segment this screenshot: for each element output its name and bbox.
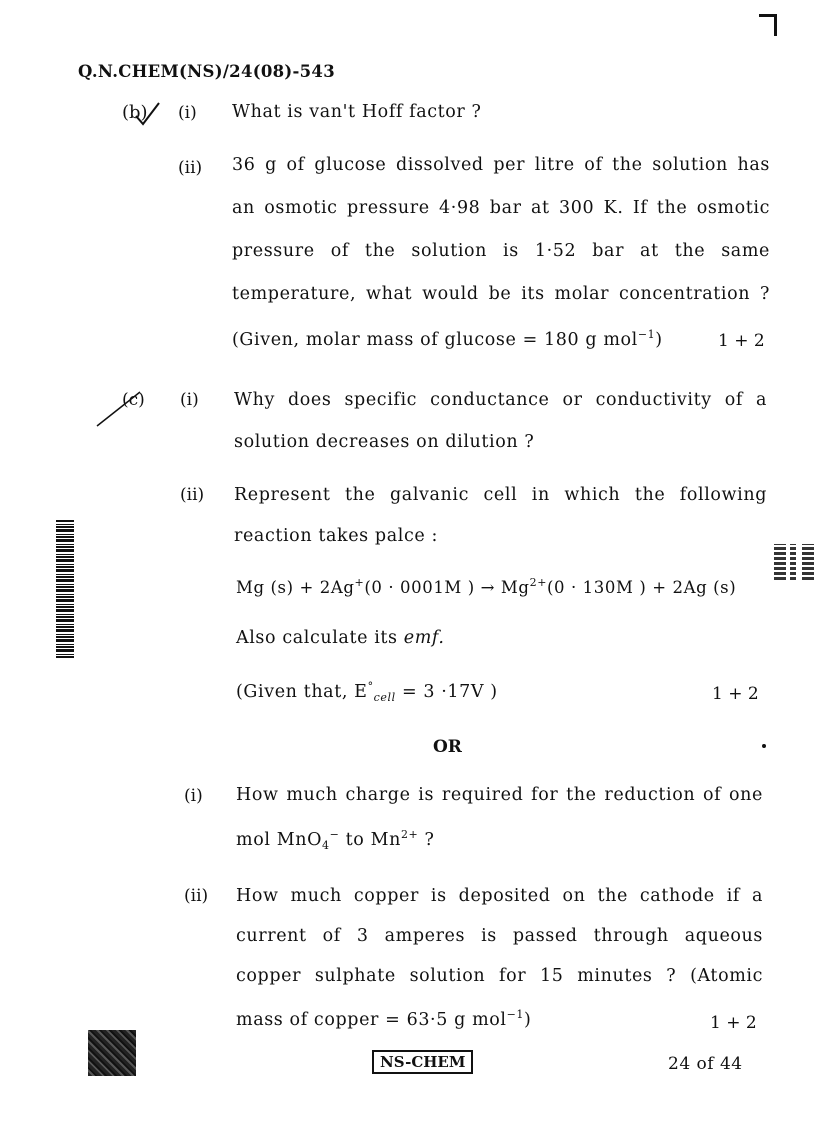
page-corner-mark: [759, 14, 777, 36]
footer-subject-box: NS-CHEM: [372, 1050, 473, 1074]
or-i-text-2: to Mn: [339, 830, 401, 850]
cell-subscript: cell: [373, 691, 396, 704]
part-b-i-label: (i): [178, 103, 197, 123]
page-number: 24 of 44: [668, 1054, 743, 1074]
or-ii-line-4: [236, 1010, 531, 1030]
part-c-i-label: (i): [180, 390, 199, 410]
reaction-superscript-1: +: [354, 576, 365, 589]
part-c-i-line-2: solution decreases on dilution ?: [234, 432, 535, 452]
or-i-label: (i): [184, 786, 203, 806]
part-c-i-line-1: Why does specific conductance or conductivity of a: [234, 390, 767, 410]
or-i-line-2: [236, 830, 435, 850]
standard-state-superscript: °: [367, 680, 374, 693]
reaction-part-2: (0 · 0001M ) → Mg: [364, 578, 530, 597]
part-c-given-value: = 3 ·17V ): [395, 682, 498, 702]
or-ii-label: (ii): [184, 886, 209, 906]
part-b-given-close: ): [655, 330, 663, 350]
part-c-ii-line-1: Represent the galvanic cell in which the following: [234, 485, 767, 505]
part-c-ii-label: (ii): [180, 485, 205, 505]
part-c-given-line: [236, 682, 498, 702]
check-tick-icon: [94, 388, 144, 430]
or-ii-last-superscript: −1: [506, 1008, 525, 1021]
part-b-given-text: (Given, molar mass of glucose = 180 g mol: [232, 330, 638, 350]
part-b-label: (b): [122, 102, 148, 123]
barcode-icon: [56, 520, 74, 658]
check-tick-icon: [132, 100, 162, 128]
reaction-part-3: (0 · 130M ) + 2Ag (s): [547, 578, 737, 597]
part-c-label: (c): [122, 390, 145, 410]
part-b-ii-label: (ii): [178, 158, 203, 178]
cell-reaction-equation: [236, 578, 736, 597]
part-b-ii-line-4: temperature, what would be its molar concentration ?: [232, 284, 770, 304]
reaction-superscript-2: 2+: [529, 576, 548, 589]
emf-text: Also calculate its: [236, 628, 404, 648]
part-b-i-question: What is van't Hoff factor ?: [232, 102, 482, 122]
speck-dot: [762, 744, 766, 748]
emf-word: emf.: [403, 628, 445, 648]
or-marks: 1 + 2: [710, 1013, 757, 1033]
or-ii-line-3: copper sulphate solution for 15 minutes ? (Atomic: [236, 966, 763, 986]
permanganate-charge: −: [329, 828, 340, 841]
part-b-given-line: [232, 330, 663, 350]
or-ii-line-2: current of 3 amperes is passed through aqueous: [236, 926, 763, 946]
or-i-text-3: ?: [418, 830, 435, 850]
or-i-line-1: How much charge is required for the reduction of one: [236, 785, 763, 805]
or-separator: OR: [433, 737, 462, 757]
or-ii-line-1: How much copper is deposited on the cathode if a: [236, 886, 763, 906]
part-c-ii-line-2: reaction takes palce :: [234, 526, 438, 546]
part-b-ii-line-2: an osmotic pressure 4·98 bar at 300 K. If the osmotic: [232, 198, 770, 218]
part-b-marks: 1 + 2: [718, 331, 765, 351]
manganese-charge: 2+: [400, 828, 419, 841]
paper-code-header: Q.N.CHEM(NS)/24(08)-543: [78, 62, 335, 81]
or-i-text-1: mol MnO: [236, 830, 323, 850]
part-b-ii-line-3: pressure of the solution is 1·52 bar at the same: [232, 241, 770, 261]
part-b-ii-line-1: 36 g of glucose dissolved per litre of the solution has: [232, 155, 770, 175]
qr-code-icon: [774, 544, 814, 580]
emf-line: [236, 628, 445, 648]
or-ii-last-text: mass of copper = 63·5 g mol: [236, 1010, 507, 1030]
part-c-given-text: (Given that, E: [236, 682, 368, 702]
part-c-marks: 1 + 2: [712, 684, 759, 704]
reaction-part-1: Mg (s) + 2Ag: [236, 578, 355, 597]
part-b-given-superscript: −1: [637, 328, 656, 341]
or-ii-last-close: ): [524, 1010, 532, 1030]
permanganate-subscript: 4: [322, 839, 330, 852]
scan-stamp-icon: [88, 1030, 136, 1076]
